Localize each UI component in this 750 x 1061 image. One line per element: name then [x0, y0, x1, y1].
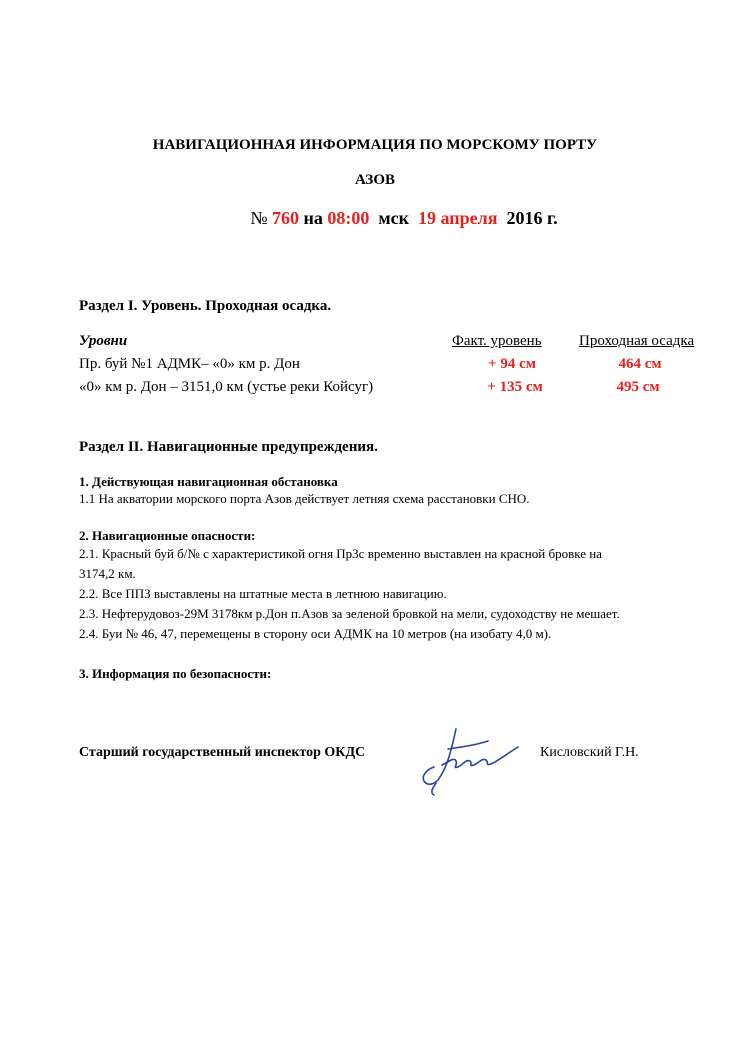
issue-no-sign: №: [250, 208, 268, 228]
subsection2-item: 2.3. Нефтерудовоз-29М 3178км р.Дон п.Азов за зеленой бровкой на мели, судоходству не мешает.: [79, 606, 620, 621]
section2-title: Раздел II. Навигационные предупреждения.: [79, 439, 378, 455]
issue-date: 19 апреля: [418, 208, 498, 228]
port-name: АЗОВ: [354, 172, 396, 188]
subsection1-item: 1.1 На акватории морского порта Азов действует летняя схема расстановки СНО.: [79, 491, 530, 506]
issue-line: [0, 208, 750, 229]
fact-level-column-header: Факт. уровень: [452, 333, 542, 349]
document-title: НАВИГАЦИОННАЯ ИНФОРМАЦИЯ ПО МОРСКОМУ ПОРТУ: [152, 137, 598, 153]
issue-number: 760: [272, 208, 300, 228]
level-row-fact: + 94 см: [488, 356, 536, 372]
levels-column-header: Уровни: [79, 333, 128, 349]
issue-time: 08:00: [327, 208, 370, 228]
level-row-draft: 495 см: [616, 379, 660, 395]
signer-name: Кисловский Г.Н.: [540, 745, 639, 760]
section1-title: Раздел I. Уровень. Проходная осадка.: [79, 298, 332, 314]
subsection2-item: 2.2. Все ППЗ выставлены на штатные места в летнюю навигацию.: [79, 586, 447, 601]
level-row-name: Пр. буй №1 АДМК– «0» км р. Дон: [79, 356, 300, 372]
subsection3-title: 3. Информация по безопасности:: [79, 666, 272, 681]
issue-year: 2016 г.: [506, 208, 558, 228]
draft-column-header: Проходная осадка: [579, 333, 695, 349]
subsection1-title: 1. Действующая навигационная обстановка: [79, 474, 338, 489]
level-row-fact: + 135 см: [487, 379, 543, 395]
subsection2-item: 2.1. Красный буй б/№ с характеристикой огня Пр3с временно выставлен на красной бровке на: [79, 546, 602, 561]
handwritten-signature: [418, 717, 533, 797]
signer-position: Старший государственный инспектор ОКДС: [79, 745, 366, 760]
subsection2-item: 3174,2 км.: [79, 566, 136, 581]
subsection2-title: 2. Навигационные опасности:: [79, 528, 256, 543]
level-row-name: «0» км р. Дон – 3151,0 км (устье реки Койсуг): [79, 379, 374, 395]
issue-timezone: мск: [378, 208, 410, 228]
subsection2-item: 2.4. Буи № 46, 47, перемещены в сторону оси АДМК на 10 метров (на изобату 4,0 м).: [79, 626, 552, 641]
issue-at-word: на: [303, 208, 323, 228]
level-row-draft: 464 см: [618, 356, 662, 372]
